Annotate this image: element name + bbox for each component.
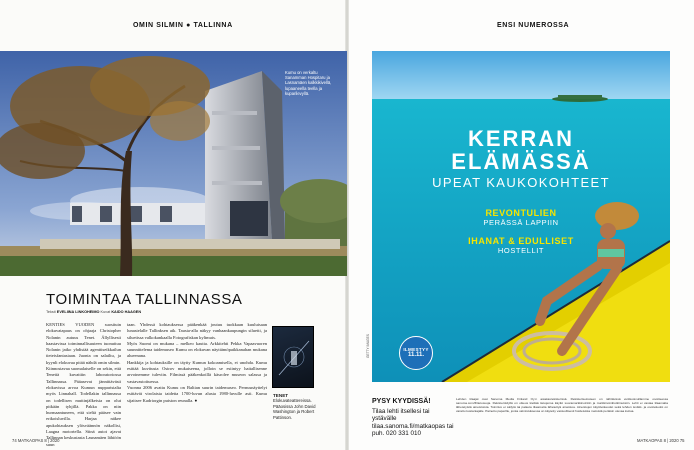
legal-fineprint: Lehden tilaajat ovat Sanoma Media Finland Oy:n asiakasrekisterissä. Rekisteriselosteen on nähtävissä verkkosivuillamme osoitteessa sanoma.com/fi/tietosuoja. Rekisteröidyllä on oikeus kieltää tietojensa käyttö suoramarkkinointiin ja markkinointitutkimuksiin. Lehti ei vastaa tilaamatta lähetetyistä aineistoista. Toimitus ei säilytä tai palauta tilaamatta lähetettyä aineistoa. Aineistojen käyttöoikeudet sekä lehden levikki- ja osoitetiedot on varattu kustantajalle. Painettu paperille, jonka valmistuksessa on käytetty vastuullisesti hoidetuista metsistä peräisin olevaa kuitua. bbox=[456, 397, 668, 414]
byline-photo-label: Kuvat bbox=[100, 310, 111, 314]
article-column-1-text: KENTIES VUODEN suosituin elokuvatapaus on ohjaaja Christopher Nolanin autuus Tenet. Ällyllisesti haastavissa toiminnallisuuteen tuonuttuu Nolanin jatko yhdistää agenttiseikkailun tieteisfantasiaan. Juonta on salailtu, ja kyynli elokuvaa pitää nähdä omin silmin. Kiinnostavaa suomalaiselle on sekin, että Tenetiä kuvattiin laboratoriossa Tallinnassa. Pääasevat jännittävästi elokuvissa arvoa Kumun nupparistalta myös Linnahall. Todellakin tallinnassa on todellisen muttinjälkeisia on olut pitkään tyhjillä. Pakka on niin hurmaantuneen, että sieltä pääsee vain erikoisluvilla. Harjaa näkee apukohtauksen ylösväännön näkollisi, Laagna motortella. Siinä autot ajavat Tallinnan keskustasta Lasnamäen lähiöön suun bbox=[46, 322, 121, 447]
ad-teaser-1-subtitle: PERÄSSÄ LAPPIIN bbox=[483, 218, 559, 227]
byline-text-label: Teksti bbox=[46, 310, 56, 314]
tenet-book-cover bbox=[272, 326, 314, 388]
article-column-2 bbox=[127, 322, 267, 404]
ad-teaser-2-title: IHANAT & EDULLISET bbox=[468, 236, 574, 246]
badge-label: ILMESTYY bbox=[403, 347, 429, 352]
subscribe-heading: PYSY KYYDISSÄ! bbox=[372, 398, 431, 405]
ad-headline-line-1: KERRAN bbox=[467, 126, 575, 151]
article-title: TOIMINTAA TALLINNASSA bbox=[46, 291, 243, 308]
ad-teaser-2-subtitle: HOSTELLIT bbox=[497, 246, 545, 255]
ad-headline-line-3: UPEAT KAUKOKOHTEET bbox=[432, 175, 610, 190]
photo-credit: GETTY IMAGES bbox=[366, 334, 370, 358]
badge-date: 11.11. bbox=[407, 352, 425, 358]
book-caption-title: TENET bbox=[273, 393, 289, 398]
byline bbox=[46, 310, 141, 314]
byline-text-author: EVELIINA LINKOHEIMO bbox=[56, 310, 100, 314]
left-running-head: OMIN SILMIN ● TALLINNA bbox=[133, 22, 233, 29]
article-column-1 bbox=[46, 322, 121, 448]
ad-headline-line-2: ELÄMÄSSÄ bbox=[451, 149, 591, 174]
book-caption-text: Elokuvateattereissa. Pääosissa John David Washington ja Robert Pattinson. bbox=[273, 398, 316, 420]
article-column-2-text: taan. Yhdessä kohtauksessa pääkenkää joutuu tuokkaan kuuluisaan lunastelalle Tallinksen aik. Tausta-alla näkyy vanhaankaupungin siluetti, ja siluetissa valkokankaalla Fotografiskan kyltmuis. Myös Suomi on mukana – melkeo kautta. Arkkitehti Pekka Vapaavuoren suunnittelema taidemuseo Kumu on elokuvan näyttämöpaikkanahan mukana alueenana. Hankkija ja kohtauksille on täytty Kumun kokoamisella, ei unohda. Kumu esittää kuvitusta Ostrov mukaiseena, jolloin se esiintyy haitallisenne arvoinemme tuleviin. Filmissä pääkenkoillä käsrolee museon salassa ja vastavastoituessa. Vuonna 2006 avattu Kumu on Baltian suurin taidemuseo. Pernusnäyttelyt esittävät virolaista taidetta 1700-luvun alusta 1980-luvulle asti. Kumu sijaitsee Kadriorgin puiston reunalla. ● bbox=[127, 322, 267, 403]
next-issue-ad bbox=[372, 51, 670, 382]
photo-caption: Kumu on verkaltu Sanamman Hospitaru ja Lasnamäen kalkkikivellä, lupaaneella teella ja kuparilevyllä. bbox=[285, 70, 332, 96]
book-caption bbox=[273, 393, 318, 420]
subscribe-text: Tilaa lehti itsellesi tai ystävälle tilaa.sanoma.fi/matkaopas tai puh. 020 331 010 bbox=[372, 408, 454, 438]
release-date-badge bbox=[399, 336, 433, 370]
right-folio: MATKAOPAS 8 | 2020 75 bbox=[637, 438, 685, 443]
right-running-head: ENSI NUMEROSSA bbox=[497, 22, 570, 29]
ad-teaser-1-title: REVONTULIEN bbox=[485, 208, 557, 218]
left-folio: 74 MATKAOPAS 8 | 2020 bbox=[12, 438, 60, 443]
byline-photo-author: KAIDO HAAGEN bbox=[111, 310, 142, 314]
